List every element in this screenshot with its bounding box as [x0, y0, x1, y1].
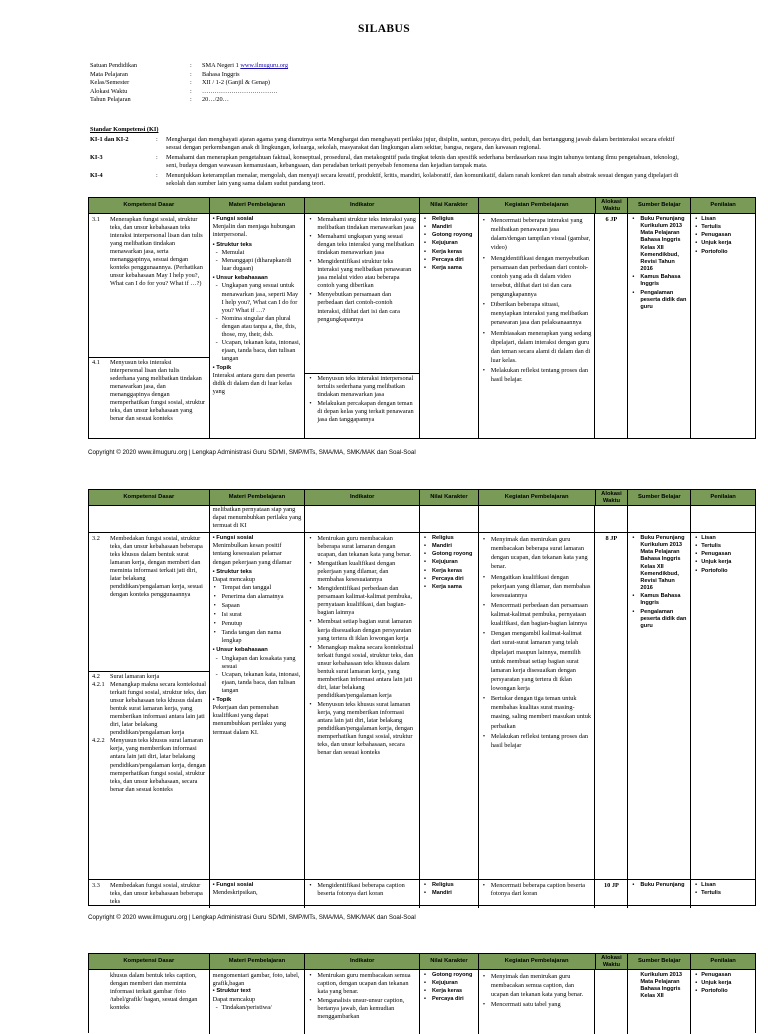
kd-3-3: 3.3 Membedakan fungsi sosial, struktur teks, dan unsur kebahasaan beberapa teks [89, 880, 210, 908]
penilaian-item: • Tertulis [694, 890, 752, 897]
standar-heading: Standar Kompetensi (KI) [90, 126, 159, 133]
kegiatan-item: • Menyimak dan menirukan guru membacakan semua caption, dan ucapan dan tekanan kata yang benar. [482, 972, 592, 999]
info-value: Bahasa Inggris [202, 70, 240, 78]
header-nilai: Nilai Karakter [420, 198, 479, 213]
nilai-item: • Kejujuran [423, 559, 475, 566]
school-info [90, 62, 288, 105]
nilai-item: • Kejujuran [423, 240, 475, 247]
kebahasaan-item: - Nomina singular dan plural dengan atau tanpa a, the, this, those, my, their, dsb. [213, 315, 302, 339]
nilai-cell [420, 214, 479, 439]
kd-cell [89, 533, 210, 879]
row-3-3: 3.3 Membedakan fungsi sosial, struktur teks, dan unsur kebahasaan beberapa teks • Fungsi sosial Mendeskripsikan, • Mengidentifikasi beberapa caption beserta fotonya dari koran • Religius • Mandiri • Mencermati beberapa caption beserta fotonya dari koran 10 JP • Buku Penunjang • Lisan • Tertulis [89, 880, 755, 908]
header-materi: Materi Pembelajaran [210, 198, 306, 213]
indikator-item: • Menganalisis unsur-unsur caption, bertanya jawab, dan kemudian menggambarkan [308, 997, 416, 1021]
footer-copyright: Copyright © 2020 www.ilmuguru.org | Lengkap Administrasi Guru SD/MI, SMP/MTs, SMA/MA, SMK/MAK dan Soal-Soal [88, 914, 416, 921]
kd-4-1: 4.1 Menyusun teks interaksi interpersonal lisan dan tulis sederhana yang melibatkan tindakan menawarkan jasa, dan menanggapinya dengan memperhatikan fungsi sosial, struktur teks, dan unsur kebahasaan yang benar dan sesuai konteks [92, 359, 206, 423]
materi-cell: • Fungsi sosial Menjalin dan menjaga hubungan interpersonal. • Struktur teks - Memulai - Menanggapi (diharapkan/di luar dugaan) • Unsur kebahasaan - Ungkapan yang sesuai untuk menawarkan jasa, seperti May I help you?, What can I do for you? What if …? - Nomina singular dan plural dengan atau tanpa a, the, this, those, my, their, dsb. - Ucapan, tekanan kata, intonasi, ejaan, tanda baca, dan tulisan tangan • Topik Interaksi antara guru dan peserta didik di dalam dan di luar kelas yang [210, 214, 306, 439]
struktur-item: - Menanggapi (diharapkan/di luar dugaan) [213, 257, 302, 273]
nilai-item: • Mandiri [423, 224, 475, 231]
header-kegiatan: Kegiatan Pembelajaran [479, 198, 596, 213]
indikator-item: • Menyebutkan persamaan dan perbedaan dari contoh-contoh interaksi, dilihat dari isi dan cara pengungkapannya [308, 291, 416, 323]
penilaian-item: • Tertulis [694, 224, 752, 231]
kebahasaan-item: - Ungkapan yang sesuai untuk menawarkan jasa, seperti May I help you?, What can I do for you? What if …? [213, 282, 302, 314]
sumber-item: • Pengalaman peserta didik dan guru [631, 609, 687, 630]
indikator-item: • Melakukan percakapan dengan teman di depan kelas yang terkait penawaran jasa dan tanggapannya [308, 400, 416, 424]
alokasi-cell: 6 JP [595, 214, 628, 439]
kegiatan-item: • Mengaitkan kualifikasi dengan pekerjaan yang dilamar, dan membahas kesesuaiannya [482, 573, 592, 600]
info-row: Mata Pelajaran : Bahasa Inggris [90, 70, 240, 78]
document-title: SILABUS [357, 23, 411, 35]
nilai-item: • Kejujuran [423, 980, 475, 987]
ki-row: KI-1 dan KI-2 : Menghargai dan menghayati ajaran agama yang dianutnya serta Menghargai dan menghayati perilaku jujur, disiplin, santun, percaya diri, peduli, dan bertanggung jawab dalam berinteraksi secara efektif sesuai dengan perkembangan anak di lingkungan, keluarga, sekolah, masyarakat dan lingkungan alam sekitar, bangsa, negara, dan kawasan regional. [90, 136, 675, 152]
kegiatan-item: • Dengan mengambil kalimat-kalimat dari surat-surat lamaran yang telah dipelajari maupun lainnya, memilih untuk membuat setiap bagian surat lamaran kerja disesuaikan dengan persyaratan yang tertera di iklan lowongan kerja [482, 629, 592, 693]
info-row: Alokasi Waktu : ……………………………… [90, 87, 278, 95]
indikator-item: • Menyusun teks interaksi interpersonal tertulis sederhana yang melibatkan tindakan menawarkan jasa [308, 375, 416, 399]
struktur-item: • Penutup [213, 620, 302, 628]
penilaian-cell [691, 533, 755, 879]
ki-row: KI-4 : Menunjukkan keterampilan menalar, mengolah, dan menyaji secara kreatif, produktif, kritis, mandiri, kolaboratif, dan komunikatif, dalam ranah konkret dan ranah abstrak sesuai dengan yang dipelajari di sekolah dan sumber lain yang sama dalam sudut pandang teori. [90, 172, 679, 188]
indikator-item: • Mengidentifikasi perbedaan dan persamaan kalimat-kalimat pembuka, pernyataan kualifikasi, dan bagian-bagian lainnya [308, 585, 416, 617]
kegiatan-item: • Mencermati satu tabel yang [482, 1000, 592, 1009]
struktur-item: • Tempat dan tanggal [213, 584, 302, 592]
nilai-item: • Kerja sama [423, 265, 475, 272]
nilai-item: • Kerja keras [423, 988, 475, 995]
info-value: 20…/20… [202, 96, 229, 104]
kd-4-2: 4.2 Surat lamaran kerja [92, 673, 160, 680]
info-row: Satuan Pendidikan : SMA Negeri 1 www.ilmuguru.org [90, 62, 289, 69]
penilaian-item: • Lisan [694, 535, 752, 542]
kegiatan-cell [479, 214, 596, 439]
penilaian-item: • Unjuk kerja [694, 980, 752, 987]
sumber-cell [628, 533, 691, 879]
info-value: SMA Negeri 1 www.ilmuguru.org [202, 62, 289, 69]
nilai-item: • Percaya diri [423, 996, 475, 1003]
kegiatan-item: • Bertukar dengan tiga teman untuk membahas kualitas surat masing-masing, saling memberi masukan untuk perbaikan [482, 694, 592, 731]
indikator-cell [305, 533, 420, 879]
penilaian-item: • Penugasan [694, 972, 752, 979]
indikator-item: • Memahami struktur teks interaksi yang melibatkan tindakan menawarkan jasa [308, 216, 416, 232]
indikator-item: • Mengaitkan kualifikasi dengan pekerjaan yang dilamar, dan membahas kesesuaiannya [308, 560, 416, 584]
penilaian-item: • Portofolio [694, 568, 752, 575]
header-penilaian: Penilaian [710, 202, 736, 209]
nilai-item: • Mandiri [423, 543, 475, 550]
kd-4-2-1: 4.2.1 Menangkap makna secara kontekstual terkait fungsi sosial, struktur teks, dan unsur kebahasaan teks khusus dalam bentuk surat lamaran kerja, yang memberikan informasi antara lain jati diri, latar belakang pendidikan/pengalaman kerja [92, 681, 207, 737]
kd-4-1-text: Menyusun teks interaksi interpersonal lisan dan tulis sederhana yang melibatkan tindakan menawarkan jasa, dan menanggapinya dengan memperhatikan fungsi sosial, struktur teks, dan unsur kebahasaan yang benar dan sesuai konteks [110, 359, 206, 423]
indikator-item: • Menyusun teks khusus surat lamaran kerja, yang memberikan informasi antara lain jati diri, latar belakang pendidikan/pengalaman kerja, dengan memperhatikan fungsi sosial, struktur teks, dan unsur kebahasaan, secara benar dan sesuai konteks [308, 701, 416, 757]
header-alokasi: Alokasi Waktu [596, 198, 629, 213]
school-link[interactable]: www.ilmuguru.org [240, 62, 289, 69]
info-value: XII / 1-2 (Ganjil & Genap) [202, 79, 271, 87]
kegiatan-item: • Membiasakan menerapkan yang sedang dipelajari, dalam interaksi dengan guru dan teman secara alami di dalam dan di luar kelas. [482, 329, 592, 366]
indikator-item: • Mengidentifikasi struktur teks interaksi yang melibatkan penawaran jasa melalui video atau beberapa contoh yang diberikan [308, 258, 416, 290]
nilai-item: • Gotong royong [423, 551, 475, 558]
penilaian-item: • Lisan [694, 216, 752, 223]
kegiatan-item: • Mencermati perbedaan dan persamaan kalimat-kalimat pembuka, pernyataan kualifikasi, dan bagian-bagian lainnya [482, 601, 592, 628]
kegiatan-item: • Mencermati beberapa interaksi yang melibatkan penawaran jasa dalam/dengan tampilan visual (gambar, video) [482, 216, 592, 253]
penilaian-item: • Portofolio [694, 249, 752, 256]
nilai-item: • Religius [423, 535, 475, 542]
alokasi-cell: 8 JP [595, 533, 628, 879]
struktur-item: • Tanda tangan dan nama lengkap [213, 629, 302, 645]
indikator-item: • Menirukan guru membacakan semua caption, dengan ucapan dan tekanan kata yang benar. [308, 972, 416, 996]
kegiatan-item: • Mengidentifikasi dengan menyebutkan persamaan dan perbedaan dari contoh-contoh yang ada di dalam video tersebut, dilihat dari isi dan cara pengungkapannya [482, 254, 592, 300]
sumber-item: • Kamus Bahasa Inggris [631, 593, 687, 607]
struktur-item: • Penerima dan alamatnya [213, 593, 302, 601]
kebahasaan-item: - Ucapan, tekanan kata, intonasi, ejaan, tanda baca, dan tulisan tangan [213, 339, 302, 363]
header-kd: Kompetensi Dasar [89, 198, 210, 213]
kd-3-1: 3.1 Menerapkan fungsi sosial, struktur teks, dan unsur kebahasaan teks interaksi interpersonal lisan dan tulis yang melibatkan tindakan menawarkan jasa, serta menanggapinya, sesuai dengan konteks penggunaannya. (Perhatikan unsur kebahasaan May I help you?, What can I do for you? What if …?) [89, 214, 209, 359]
indikator-item: • Menirukan guru membacakan beberapa surat lamaran dengan ucapan, dan tekanan kata yang benar. [308, 535, 416, 559]
nilai-item: • Kerja keras [423, 249, 475, 256]
penilaian-item: • Penugasan [694, 232, 752, 239]
header-indikator: Indikator [305, 198, 420, 213]
syllabus-table-1 [88, 197, 756, 439]
kd-3-2: 3.2 Membedakan fungsi sosial, struktur teks, dan unsur kebahasaan beberapa teks khusus dalam bentuk surat lamaran kerja, dengan memberi dan meminta informasi terkait jati diri, latar belakang pendidikan/pengalaman kerja, sesuai dengan konteks penggunaannya [92, 535, 203, 599]
kd-cell [89, 214, 210, 439]
sumber-item: • Buku Penunjang Kurikulum 2013 Mata Pelajaran Bahasa Inggris Kelas XII Kemendikbud, Revisi Tahun 2016 [631, 216, 687, 273]
penilaian-item: • Penugasan [694, 551, 752, 558]
kebahasaan-item: - Ucapan, tekanan kata, intonasi, ejaan, tanda baca, dan tulisan tangan [213, 671, 302, 695]
kegiatan-item: • Diberikan beberapa situasi, menyiapkan interaksi yang melibatkan penawaran jasa dan pelaksanaannya [482, 300, 592, 327]
struktur-item: • Sapaan [213, 602, 302, 610]
standar-kompetensi [90, 126, 685, 190]
kegiatan-cell [479, 533, 596, 879]
nilai-item: • Religius [423, 882, 475, 889]
syllabus-table-3: Kompetensi Dasar Materi Pembelajaran Indikator Nilai Karakter Kegiatan Pembelajaran Alokasi Waktu Sumber Belajar Penilaian khusus dalam bentuk teks caption, dengan memberi dan meminta informasi terkait gambar /foto /tabel/grafik/ bagan, sesuai dengan konteks mengomentari gambar, foto, tabel, grafik,bagan • Struktur text Dapat mencakup - Tindakan/peristiwa/ • Menirukan guru membacakan semua caption, dengan ucapan dan tekanan kata yang benar. • Menganalisis unsur-unsur caption, bertanya jawab, dan kemudian menggambarkan • Gotong royong • Kejujuran • Kerja keras • Percaya diri • Menyimak dan menirukan guru membacakan semua caption, dan ucapan dan tekanan kata yang benar. • Mencermati satu tabel yang Kurikulum 2013 Mata Pelajaran Bahasa Inggris Kelas XII • Penugasan • Unjuk kerja • Portofolio [88, 953, 756, 1033]
kegiatan-item: • Melakukan refleksi tentang proses dan hasil belajar [482, 732, 592, 750]
kegiatan-item: • Menyimak dan menirukan guru membacakan beberapa surat lamaran dengan ucapan, dan tekanan kata yang benar. [482, 535, 592, 572]
materi-continued: melibatkan pernyataan siap yang dapat menumbuhkan perilaku yang termuat di KI [210, 506, 306, 532]
penilaian-item: • Unjuk kerja [694, 240, 752, 247]
penilaian-item: • Unjuk kerja [694, 559, 752, 566]
nilai-item: • Gotong royong [423, 972, 475, 979]
materi-cell: • Fungsi sosial Menimbulkan kesan positif tentang kesesuaian pelamar dengan pekerjaan yang dilamar • Struktur teks Dapat mencakup • Tempat dan tanggal • Penerima dan alamatnya • Sapaan • Isi surat • Penutup • Tanda tangan dan nama lengkap • Unsur kebahasaan - Ungkapan dan kosakata yang sesuai - Ucapan, tekanan kata, intonasi, ejaan, tanda baca, dan tulisan tangan • Topik Pekerjaan dan pemenuhan kualifikasi yang dapat menumbuhkan perilaku yang termuat dalam KI. [210, 533, 306, 879]
penilaian-cell [691, 214, 755, 439]
penilaian-item: • Tertulis [694, 543, 752, 550]
nilai-item: • Percaya diri [423, 257, 475, 264]
penilaian-item: • Lisan [694, 882, 752, 889]
ki-row: KI-3 : Memahami dan menerapkan pengetahuan faktual, konseptual, prosedural, dan metakognitif pada tingkat teknis dan spesifik sederhana berdasarkan rasa ingin tahunya tentang ilmu pengetahuan, teknologi, seni, budaya dengan wawasan kemanusiaan, kebangsaan, dan peradaban terkait penyebab fenomena dan kejadian tampak mata. [90, 154, 679, 170]
kd-4-2-2: 4.2.2 Menyusun teks khusus surat lamaran kerja, yang memberikan informasi antara lain jati diri, latar belakang pendidikan/pengalaman kerja, dengan memperhatikan fungsi sosial, struktur teks, dan unsur kebahasaan, secara benar dan sesuai konteks [92, 737, 206, 793]
sumber-item: • Pengalaman peserta didik dan guru [631, 290, 687, 311]
info-value: ……………………………… [202, 87, 278, 95]
footer-copyright: Copyright © 2020 www.ilmuguru.org | Lengkap Administrasi Guru SD/MI, SMP/MTs, SMA/MA, SMK/MAK dan Soal-Soal [88, 449, 416, 456]
sumber-cell [628, 214, 691, 439]
nilai-item: • Kerja keras [423, 568, 475, 575]
table-header: Kompetensi Dasar Materi Pembelajaran Indikator Nilai Karakter Kegiatan Pembelajaran Alokasi Waktu Sumber Belajar Penilaian [89, 954, 755, 970]
indikator-item: • Membuat setiap bagian surat lamaran kerja disesuaikan dengan persyaratan yang tertera di iklan lowongan kerja [308, 618, 416, 642]
syllabus-table-2 [88, 489, 756, 906]
nilai-item: • Religius [423, 216, 475, 223]
info-row: Kelas/Semester : XII / 1-2 (Ganjil & Genap) [90, 79, 271, 87]
kebahasaan-item: - Ungkapan dan kosakata yang sesuai [213, 655, 302, 671]
indikator-item: • Menangkap makna secara kontekstual terkait fungsi sosial, struktur teks, dan unsur kebahasaan teks khusus dalam bentuk surat lamaran kerja, yang memberikan informasi antara lain jati diri, latar belakang pendidikan/pengalaman kerja [308, 644, 416, 700]
penilaian-item: • Portofolio [694, 988, 752, 995]
nilai-item: • Gotong royong [423, 232, 475, 239]
indikator-cell [305, 214, 420, 439]
header-sumber: Sumber Belajar [628, 198, 691, 213]
struktur-item: • Isi surat [213, 611, 302, 619]
nilai-item: • Percaya diri [423, 576, 475, 583]
table-header [89, 198, 755, 214]
kegiatan-item: • Melakukan refleksi tentang proses dan hasil belajar. [482, 366, 592, 384]
kd-3-1-text: Menerapkan fungsi sosial, struktur teks, dan unsur kebahasaan teks interaksi interpersonal lisan dan tulis yang melibatkan tindakan menawarkan jasa, serta menanggapinya, sesuai dengan konteks penggunaannya. (Perhatikan unsur kebahasaan May I help you?, What can I do for you? What if …?) [110, 216, 203, 288]
indikator-item: • Memahami ungkapan yang sesuai dengan teks interaksi yang melibatkan tindakan menawarkan jasa [308, 233, 416, 257]
nilai-item: • Mandiri [423, 890, 475, 897]
info-row: Tahun Pelajaran : 20…/20… [90, 96, 229, 104]
sumber-item: • Kamus Bahasa Inggris [631, 274, 687, 288]
nilai-item: • Kerja sama [423, 584, 475, 591]
table-header: Kompetensi Dasar Materi Pembelajaran Indikator Nilai Karakter Kegiatan Pembelajaran Alokasi Waktu Sumber Belajar Penilaian [89, 490, 755, 506]
struktur-item: - Memulai [213, 249, 302, 257]
nilai-cell [420, 533, 479, 879]
sumber-item: • Buku Penunjang Kurikulum 2013 Mata Pelajaran Bahasa Inggris Kelas XII Kemendikbud, Revisi Tahun 2016 [631, 535, 687, 592]
